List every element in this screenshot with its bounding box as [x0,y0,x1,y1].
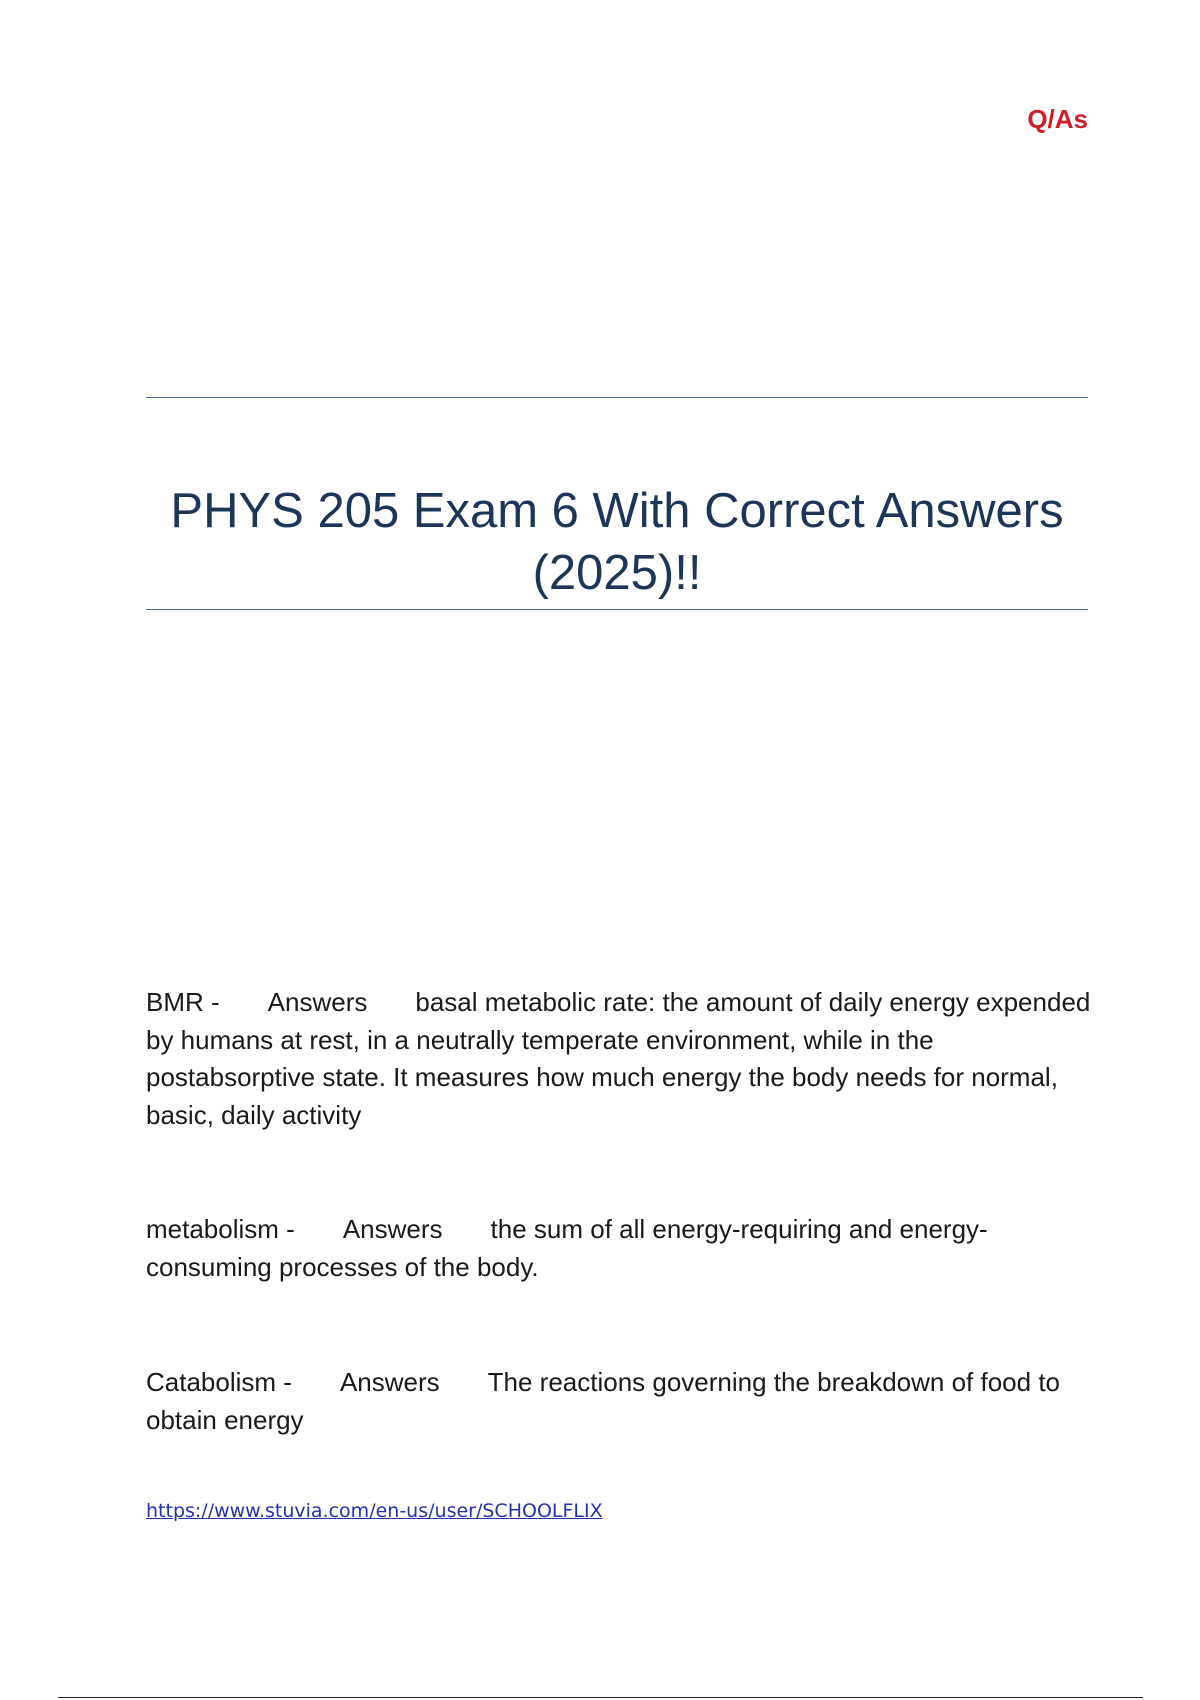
qa-item-catabolism [146,1364,1096,1439]
qa-term: BMR - [146,987,220,1017]
qa-answers-label: Answers [267,987,368,1017]
qa-term: metabolism - [146,1214,295,1244]
qa-answers-label: Answers [342,1214,443,1244]
footer-rule [58,1697,1143,1698]
qa-header-tag: Q/As [1027,104,1088,134]
title-bottom-rule [146,609,1088,610]
title-top-rule [146,397,1088,398]
qa-answer: The reactions governing the breakdown of food to obtain energy [146,1367,1061,1435]
source-link[interactable]: https://www.stuvia.com/en-us/user/SCHOOLFLIX [146,1500,603,1522]
document-title: PHYS 205 Exam 6 With Correct Answers (2025)!! [170,484,1064,600]
qa-answers-label: Answers [339,1367,440,1397]
qa-answer: basal metabolic rate: the amount of daily energy expended by humans at rest, in a neutrally temperate environment, while in the postabsorptive state. It measures how much energy the body needs for normal, basic, daily activity [146,987,1091,1130]
qa-item-bmr [146,984,1096,1134]
qa-item-metabolism [146,1211,1096,1286]
qa-term: Catabolism - [146,1367,292,1397]
qa-answer: the sum of all energy-requiring and energy-consuming processes of the body. [146,1214,988,1282]
